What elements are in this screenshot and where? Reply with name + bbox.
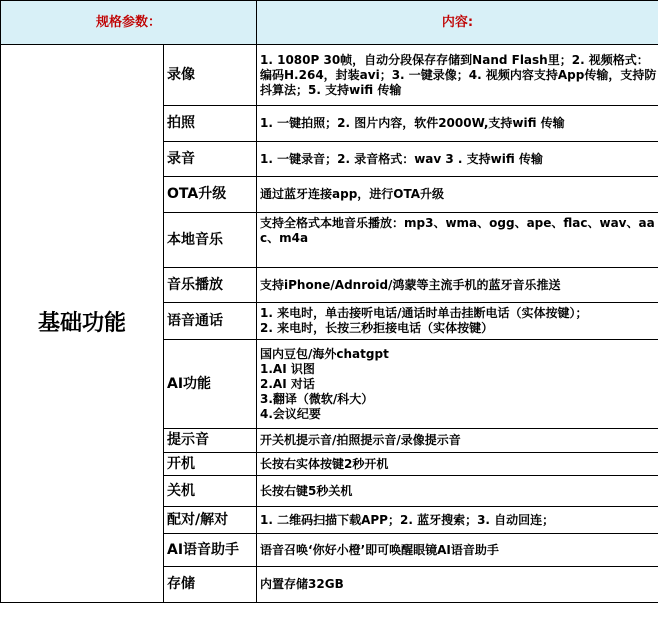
feature-content: 支持iPhone/Adnroid/鸿蒙等主流手机的蓝牙音乐推送 bbox=[257, 268, 658, 303]
header-spec: 规格参数： bbox=[1, 1, 257, 45]
feature-content: 语音召唤‘你好小橙’即可唤醒眼镜AI语音助手 bbox=[257, 534, 658, 567]
feature-content: 国内豆包/海外chatgpt 1.AI 识图 2.AI 对话 3.翻译（微软/科大） 4.会议纪要 bbox=[257, 340, 658, 429]
feature-content: 长按右实体按键2秒开机 bbox=[257, 453, 658, 476]
feature-name: 拍照 bbox=[164, 106, 257, 142]
feature-content: 1. 一键录音；2. 录音格式：wav 3 . 支持wifi 传输 bbox=[257, 142, 658, 177]
feature-content: 支持全格式本地音乐播放：mp3、wma、ogg、ape、flac、wav、aac、m4a bbox=[257, 213, 658, 268]
feature-name: AI语音助手 bbox=[164, 534, 257, 567]
table-row bbox=[1, 45, 658, 106]
feature-content: 1. 一键拍照；2. 图片内容，软件2000W,支持wifi 传输 bbox=[257, 106, 658, 142]
section-title: 基础功能 bbox=[1, 45, 164, 603]
feature-name: 关机 bbox=[164, 476, 257, 507]
feature-name: 提示音 bbox=[164, 429, 257, 453]
feature-name: 开机 bbox=[164, 453, 257, 476]
feature-content: 1. 来电时，单击接听电话/通话时单击挂断电话（实体按键）； 2. 来电时，长按三秒拒接电话（实体按键） bbox=[257, 303, 658, 340]
feature-content: 1. 二维码扫描下载APP；2. 蓝牙搜索；3. 自动回连； bbox=[257, 507, 658, 534]
feature-content: 开关机提示音/拍照提示音/录像提示音 bbox=[257, 429, 658, 453]
feature-content: 内置存储32GB bbox=[257, 567, 658, 603]
feature-content: 1. 1080P 30帧，自动分段保存存储到Nand Flash里；2. 视频格式：编码H.264，封装avi；3. 一键录像；4. 视频内容支持App传输，支持防抖算法；5. 支持wifi 传输 bbox=[257, 45, 658, 106]
feature-name: 本地音乐 bbox=[164, 213, 257, 268]
table-header-row bbox=[1, 1, 658, 45]
feature-content: 长按右键5秒关机 bbox=[257, 476, 658, 507]
feature-name: 语音通话 bbox=[164, 303, 257, 340]
feature-name: 配对/解对 bbox=[164, 507, 257, 534]
feature-name: 录像 bbox=[164, 45, 257, 106]
feature-content: 通过蓝牙连接app，进行OTA升级 bbox=[257, 177, 658, 213]
feature-name: OTA升级 bbox=[164, 177, 257, 213]
feature-name: 存储 bbox=[164, 567, 257, 603]
feature-name: 录音 bbox=[164, 142, 257, 177]
feature-name: 音乐播放 bbox=[164, 268, 257, 303]
feature-name: AI功能 bbox=[164, 340, 257, 429]
header-content: 内容: bbox=[257, 1, 658, 45]
